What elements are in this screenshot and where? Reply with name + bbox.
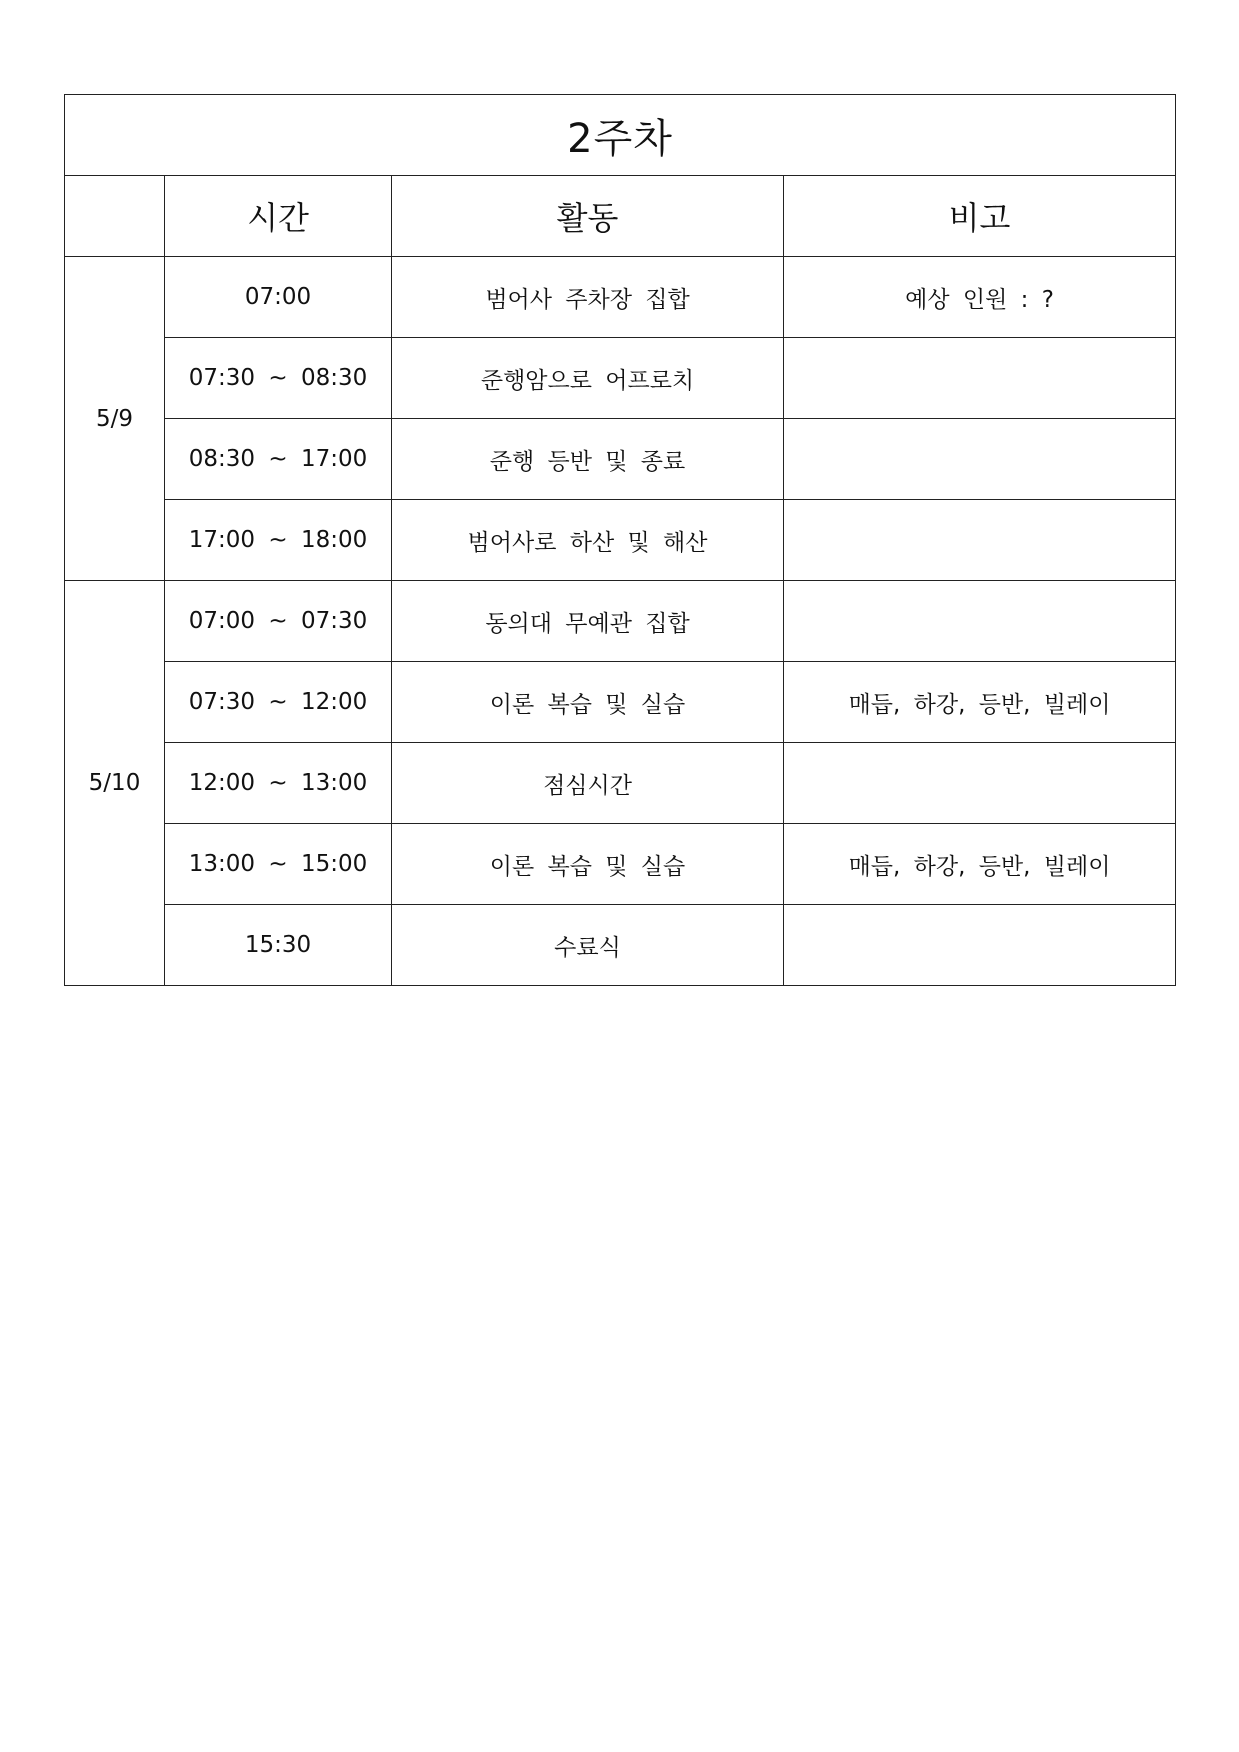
time-cell: 13:00 ~ 15:00	[165, 824, 392, 905]
time-cell: 07:00	[165, 257, 392, 338]
table-row	[65, 905, 1176, 986]
table-row	[65, 257, 1176, 338]
activity-cell: 점심시간	[392, 743, 784, 824]
table-row	[65, 500, 1176, 581]
schedule-table	[64, 94, 1176, 986]
time-cell: 07:00 ~ 07:30	[165, 581, 392, 662]
note-cell	[784, 905, 1176, 986]
activity-cell: 범어사로 하산 및 해산	[392, 500, 784, 581]
time-cell: 17:00 ~ 18:00	[165, 500, 392, 581]
activity-cell: 준행 등반 및 종료	[392, 419, 784, 500]
note-cell	[784, 419, 1176, 500]
note-cell: 예상 인원 : ?	[784, 257, 1176, 338]
title-row	[65, 95, 1176, 176]
date-cell: 5/10	[65, 581, 165, 986]
time-cell: 07:30 ~ 08:30	[165, 338, 392, 419]
activity-cell: 범어사 주차장 집합	[392, 257, 784, 338]
note-cell: 매듭, 하강, 등반, 빌레이	[784, 662, 1176, 743]
header-note: 비고	[784, 176, 1176, 257]
header-activity: 활동	[392, 176, 784, 257]
note-cell	[784, 581, 1176, 662]
time-cell: 07:30 ~ 12:00	[165, 662, 392, 743]
header-time: 시간	[165, 176, 392, 257]
activity-cell: 동의대 무예관 집합	[392, 581, 784, 662]
schedule-sheet	[64, 94, 1175, 986]
table-row	[65, 581, 1176, 662]
time-cell: 08:30 ~ 17:00	[165, 419, 392, 500]
note-cell	[784, 500, 1176, 581]
activity-cell: 준행암으로 어프로치	[392, 338, 784, 419]
note-cell	[784, 743, 1176, 824]
note-cell	[784, 338, 1176, 419]
activity-cell: 이론 복습 및 실습	[392, 662, 784, 743]
table-row	[65, 662, 1176, 743]
header-date	[65, 176, 165, 257]
time-cell: 15:30	[165, 905, 392, 986]
activity-cell: 수료식	[392, 905, 784, 986]
activity-cell: 이론 복습 및 실습	[392, 824, 784, 905]
table-row	[65, 419, 1176, 500]
date-cell: 5/9	[65, 257, 165, 581]
table-row	[65, 338, 1176, 419]
note-cell: 매듭, 하강, 등반, 빌레이	[784, 824, 1176, 905]
table-row	[65, 824, 1176, 905]
schedule-title: 2주차	[65, 95, 1176, 176]
table-row	[65, 743, 1176, 824]
header-row	[65, 176, 1176, 257]
time-cell: 12:00 ~ 13:00	[165, 743, 392, 824]
